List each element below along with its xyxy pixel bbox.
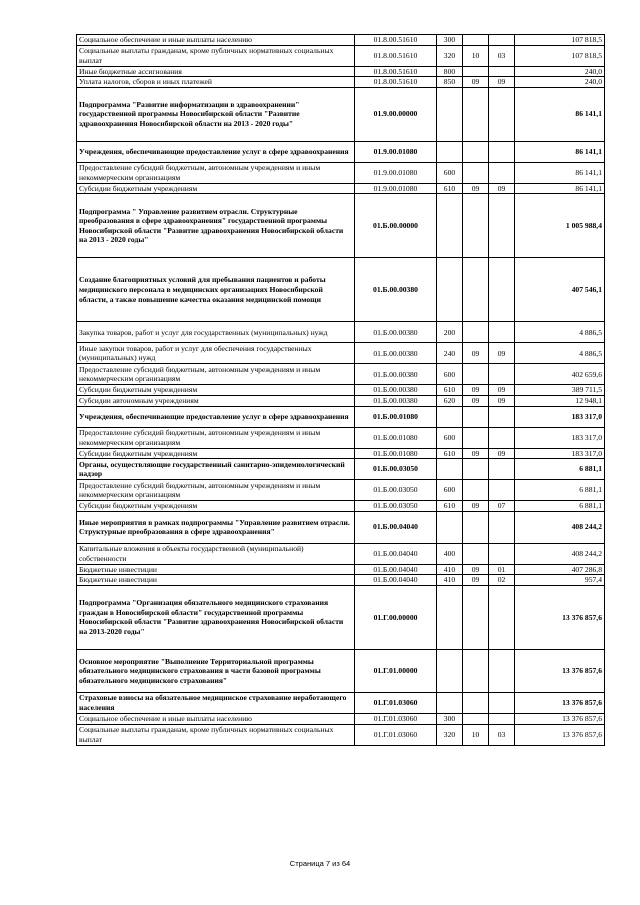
row-code: 01.Б.00.04040 xyxy=(355,575,437,586)
row-code: 01.Б.00.03050 xyxy=(355,459,437,480)
row-pr: 09 xyxy=(489,77,515,88)
table-row xyxy=(77,395,605,406)
row-sum: 4 886,5 xyxy=(515,343,605,364)
row-vr: 320 xyxy=(437,45,463,66)
row-name: Предоставление субсидий бюджетным, автономным учреждениям и иным некоммерческим организациям xyxy=(77,480,355,501)
page-number-label: Страница 7 из 64 xyxy=(289,859,351,868)
row-sum: 240,0 xyxy=(515,66,605,77)
row-pr xyxy=(489,649,515,692)
row-name: Иные закупки товаров, работ и услуг для обеспечения государственных (муниципальных) нужд xyxy=(77,343,355,364)
table-row xyxy=(77,162,605,183)
row-sum: 6 881,1 xyxy=(515,501,605,512)
table-row xyxy=(77,480,605,501)
row-name: Предоставление субсидий бюджетным, автономным учреждениям и иным некоммерческим организациям xyxy=(77,427,355,448)
row-name: Бюджетные инвестиции xyxy=(77,564,355,575)
row-name: Социальное обеспечение и иные выплаты населению xyxy=(77,713,355,724)
row-name: Учреждения, обеспечивающие предоставление услуг в сфере здравоохранения xyxy=(77,141,355,162)
row-code: 01.Б.00.00380 xyxy=(355,385,437,396)
row-vr: 600 xyxy=(437,162,463,183)
row-rz xyxy=(463,87,489,141)
row-rz: 09 xyxy=(463,564,489,575)
row-rz xyxy=(463,649,489,692)
table-row xyxy=(77,35,605,46)
row-vr xyxy=(437,141,463,162)
row-rz xyxy=(463,141,489,162)
row-rz xyxy=(463,427,489,448)
row-code: 01.Б.00.00380 xyxy=(355,343,437,364)
row-vr xyxy=(437,459,463,480)
row-sum: 13 376 857,6 xyxy=(515,649,605,692)
row-pr: 09 xyxy=(489,385,515,396)
row-pr xyxy=(489,427,515,448)
row-vr: 610 xyxy=(437,385,463,396)
row-name: Учреждения, обеспечивающие предоставление услуг в сфере здравоохранения xyxy=(77,406,355,427)
row-sum: 183 317,0 xyxy=(515,427,605,448)
row-name: Органы, осуществляющие государственный санитарно-эпидемиологический надзор xyxy=(77,459,355,480)
row-rz: 09 xyxy=(463,77,489,88)
table-row xyxy=(77,543,605,564)
row-pr: 09 xyxy=(489,343,515,364)
row-vr xyxy=(437,258,463,322)
row-code: 01.Г.01.03060 xyxy=(355,692,437,713)
table-row xyxy=(77,501,605,512)
row-pr: 02 xyxy=(489,575,515,586)
row-rz xyxy=(463,692,489,713)
row-name: Субсидии автономным учреждениям xyxy=(77,395,355,406)
row-code: 01.8.00.51610 xyxy=(355,66,437,77)
row-name: Капитальные вложения в объекты государственной (муниципальной) собственности xyxy=(77,543,355,564)
row-code: 01.9.00.01080 xyxy=(355,183,437,194)
row-vr: 240 xyxy=(437,343,463,364)
row-sum: 13 376 857,6 xyxy=(515,692,605,713)
table-row xyxy=(77,575,605,586)
row-pr: 09 xyxy=(489,448,515,459)
row-vr xyxy=(437,649,463,692)
row-vr: 600 xyxy=(437,364,463,385)
row-vr: 610 xyxy=(437,501,463,512)
row-name: Уплата налогов, сборов и иных платежей xyxy=(77,77,355,88)
row-pr xyxy=(489,692,515,713)
row-name: Субсидии бюджетным учреждениям xyxy=(77,183,355,194)
row-rz: 09 xyxy=(463,501,489,512)
row-sum: 12 948,1 xyxy=(515,395,605,406)
table-row xyxy=(77,649,605,692)
table-row xyxy=(77,692,605,713)
row-pr xyxy=(489,194,515,258)
row-rz xyxy=(463,585,489,649)
row-pr xyxy=(489,364,515,385)
row-rz: 09 xyxy=(463,343,489,364)
row-code: 01.Г.01.00000 xyxy=(355,649,437,692)
row-code: 01.8.00.51610 xyxy=(355,45,437,66)
row-code: 01.9.00.01080 xyxy=(355,141,437,162)
row-pr xyxy=(489,480,515,501)
row-vr: 320 xyxy=(437,724,463,745)
row-sum: 408 244,2 xyxy=(515,511,605,543)
row-name: Предоставление субсидий бюджетным, автономным учреждениям и иным некоммерческим организациям xyxy=(77,364,355,385)
row-vr: 410 xyxy=(437,564,463,575)
row-rz: 09 xyxy=(463,183,489,194)
row-name: Субсидии бюджетным учреждениям xyxy=(77,501,355,512)
row-name: Социальные выплаты гражданам, кроме публичных нормативных социальных выплат xyxy=(77,724,355,745)
row-sum: 183 317,0 xyxy=(515,448,605,459)
row-code: 01.Б.00.00380 xyxy=(355,258,437,322)
row-sum: 86 141,1 xyxy=(515,87,605,141)
row-code: 01.Г.01.03060 xyxy=(355,713,437,724)
table-row xyxy=(77,141,605,162)
row-sum: 86 141,1 xyxy=(515,183,605,194)
row-pr xyxy=(489,543,515,564)
table-row xyxy=(77,724,605,745)
row-sum: 6 881,1 xyxy=(515,459,605,480)
row-rz xyxy=(463,35,489,46)
row-vr: 600 xyxy=(437,427,463,448)
row-rz xyxy=(463,194,489,258)
table-row xyxy=(77,343,605,364)
row-name: Подпрограмма "Организация обязательного медицинского страхования граждан в Новосибирской области" государственной программы Новосибирской области "Развитие здравоохранения Новосибирской области на 2013-2020 годы" xyxy=(77,585,355,649)
row-pr: 07 xyxy=(489,501,515,512)
row-pr xyxy=(489,459,515,480)
row-rz xyxy=(463,162,489,183)
row-sum: 407 546,1 xyxy=(515,258,605,322)
row-pr xyxy=(489,713,515,724)
row-name: Субсидии бюджетным учреждениям xyxy=(77,448,355,459)
row-vr xyxy=(437,692,463,713)
row-rz xyxy=(463,511,489,543)
row-vr xyxy=(437,194,463,258)
row-rz: 09 xyxy=(463,575,489,586)
table-row xyxy=(77,713,605,724)
table-row xyxy=(77,258,605,322)
row-sum: 240,0 xyxy=(515,77,605,88)
table-row xyxy=(77,322,605,343)
row-code: 01.Г.00.00000 xyxy=(355,585,437,649)
row-pr: 03 xyxy=(489,45,515,66)
row-rz xyxy=(463,480,489,501)
row-code: 01.Б.00.01080 xyxy=(355,448,437,459)
row-pr: 09 xyxy=(489,183,515,194)
row-name: Основное мероприятие "Выполнение Территориальной программы обязательного медицинского страхования в части базовой программы обязательного медицинского страхования" xyxy=(77,649,355,692)
row-rz xyxy=(463,364,489,385)
row-pr xyxy=(489,87,515,141)
row-vr: 850 xyxy=(437,77,463,88)
row-pr xyxy=(489,141,515,162)
row-sum: 402 659,6 xyxy=(515,364,605,385)
table-row xyxy=(77,87,605,141)
row-code: 01.Б.00.04040 xyxy=(355,564,437,575)
row-sum: 107 818,5 xyxy=(515,45,605,66)
table-row xyxy=(77,194,605,258)
row-name: Подпрограмма "Развитие информатизации в здравоохранении" государственной программы Новосибирской области "Развитие здравоохранения Новосибирской области на 2013 - 2020 годы" xyxy=(77,87,355,141)
row-vr xyxy=(437,585,463,649)
row-sum: 13 376 857,6 xyxy=(515,713,605,724)
row-vr: 400 xyxy=(437,543,463,564)
row-vr xyxy=(437,406,463,427)
row-rz xyxy=(463,258,489,322)
row-sum: 4 886,5 xyxy=(515,322,605,343)
row-vr: 620 xyxy=(437,395,463,406)
row-code: 01.Б.00.03050 xyxy=(355,480,437,501)
row-code: 01.9.00.01080 xyxy=(355,162,437,183)
row-pr xyxy=(489,35,515,46)
row-vr: 610 xyxy=(437,183,463,194)
table-row xyxy=(77,459,605,480)
row-code: 01.Б.00.00000 xyxy=(355,194,437,258)
row-code: 01.Б.00.00380 xyxy=(355,322,437,343)
row-code: 01.Б.00.04040 xyxy=(355,543,437,564)
row-pr: 03 xyxy=(489,724,515,745)
table-row xyxy=(77,511,605,543)
row-pr: 01 xyxy=(489,564,515,575)
row-sum: 1 005 988,4 xyxy=(515,194,605,258)
row-sum: 6 881,1 xyxy=(515,480,605,501)
row-sum: 407 286,8 xyxy=(515,564,605,575)
table-row xyxy=(77,364,605,385)
row-rz xyxy=(463,543,489,564)
row-pr xyxy=(489,511,515,543)
row-code: 01.Г.01.03060 xyxy=(355,724,437,745)
row-vr: 800 xyxy=(437,66,463,77)
row-vr xyxy=(437,511,463,543)
row-code: 01.Б.00.00380 xyxy=(355,395,437,406)
row-rz: 10 xyxy=(463,724,489,745)
row-sum: 389 711,5 xyxy=(515,385,605,396)
budget-table xyxy=(76,34,605,746)
row-vr: 600 xyxy=(437,480,463,501)
row-name: Подпрограмма " Управление развитием отрасли. Структурные преобразования в сфере здравоохранения" государственной программы Новосибирской области "Развитие здравоохранения Новосибирской области на 2013 - 2020 годы" xyxy=(77,194,355,258)
row-rz xyxy=(463,713,489,724)
row-rz xyxy=(463,459,489,480)
table-row xyxy=(77,448,605,459)
row-code: 01.Б.00.04040 xyxy=(355,511,437,543)
row-pr: 09 xyxy=(489,395,515,406)
row-name: Бюджетные инвестиции xyxy=(77,575,355,586)
row-code: 01.Б.00.01080 xyxy=(355,427,437,448)
row-pr xyxy=(489,66,515,77)
row-pr xyxy=(489,406,515,427)
row-pr xyxy=(489,585,515,649)
row-name: Социальное обеспечение и иные выплаты населению xyxy=(77,35,355,46)
row-name: Страховые взносы на обязательное медицинское страхование неработающего населения xyxy=(77,692,355,713)
row-name: Создание благоприятных условий для пребывания пациентов и работы медицинского персонала в медицинских организациях Новосибирской области, а также повышение качества оказания медицинской помощи xyxy=(77,258,355,322)
table-row xyxy=(77,427,605,448)
page-footer xyxy=(0,859,640,868)
row-pr xyxy=(489,258,515,322)
row-sum: 13 376 857,6 xyxy=(515,724,605,745)
row-pr xyxy=(489,322,515,343)
row-name: Предоставление субсидий бюджетным, автономным учреждениям и иным некоммерческим организациям xyxy=(77,162,355,183)
table-row xyxy=(77,406,605,427)
row-code: 01.8.00.51610 xyxy=(355,35,437,46)
row-rz xyxy=(463,66,489,77)
row-sum: 408 244,2 xyxy=(515,543,605,564)
row-vr: 410 xyxy=(437,575,463,586)
table-row xyxy=(77,183,605,194)
row-code: 01.Б.00.00380 xyxy=(355,364,437,385)
row-sum: 86 141,1 xyxy=(515,162,605,183)
row-code: 01.Б.00.03050 xyxy=(355,501,437,512)
table-row xyxy=(77,564,605,575)
budget-table-body xyxy=(77,35,605,746)
budget-table-sheet xyxy=(76,34,604,746)
table-row xyxy=(77,585,605,649)
row-rz xyxy=(463,406,489,427)
row-vr: 610 xyxy=(437,448,463,459)
row-pr xyxy=(489,162,515,183)
row-vr: 300 xyxy=(437,35,463,46)
table-row xyxy=(77,77,605,88)
row-rz: 09 xyxy=(463,395,489,406)
row-rz: 09 xyxy=(463,385,489,396)
row-sum: 183 317,0 xyxy=(515,406,605,427)
row-name: Иные мероприятия в рамках подпрограммы "Управление развитием отрасли. Структурные преобразования в сфере здравоохранения" xyxy=(77,511,355,543)
row-vr: 200 xyxy=(437,322,463,343)
row-name: Иные бюджетные ассигнования xyxy=(77,66,355,77)
row-sum: 86 141,1 xyxy=(515,141,605,162)
row-sum: 107 818,5 xyxy=(515,35,605,46)
row-vr: 300 xyxy=(437,713,463,724)
table-row xyxy=(77,45,605,66)
row-sum: 13 376 857,6 xyxy=(515,585,605,649)
table-row xyxy=(77,385,605,396)
row-vr xyxy=(437,87,463,141)
row-sum: 957,4 xyxy=(515,575,605,586)
row-name: Закупка товаров, работ и услуг для государственных (муниципальных) нужд xyxy=(77,322,355,343)
row-code: 01.Б.00.01080 xyxy=(355,406,437,427)
table-row xyxy=(77,66,605,77)
row-rz: 09 xyxy=(463,448,489,459)
row-name: Субсидии бюджетным учреждениям xyxy=(77,385,355,396)
row-name: Социальные выплаты гражданам, кроме публичных нормативных социальных выплат xyxy=(77,45,355,66)
row-rz xyxy=(463,322,489,343)
row-rz: 10 xyxy=(463,45,489,66)
row-code: 01.9.00.00000 xyxy=(355,87,437,141)
row-code: 01.8.00.51610 xyxy=(355,77,437,88)
